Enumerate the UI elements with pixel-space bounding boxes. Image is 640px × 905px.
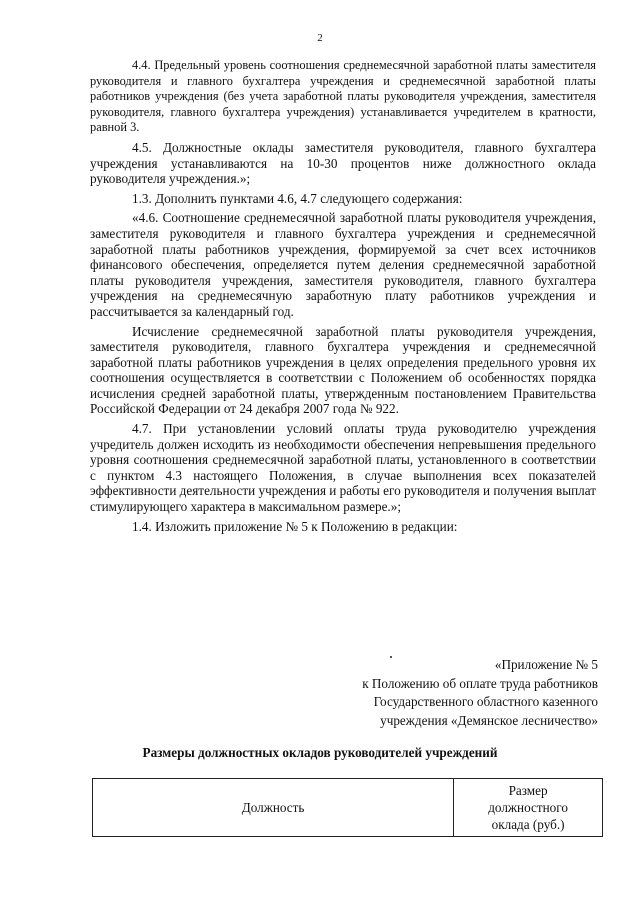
header-salary-line-3: оклада (руб.)	[491, 817, 565, 832]
header-salary-line-2: должностного	[488, 800, 568, 815]
page-number: 2	[317, 32, 323, 44]
table-title: Размеры должностных окладов руководителей учреждений	[142, 745, 498, 760]
paragraph-4-5: 4.5. Должностные оклады заместителя руководителя, главного бухгалтера учреждения устанавливаются на 10-30 процентов ниже должностного оклада руководителя учреждения.»;	[90, 139, 596, 187]
appendix-line-3: Государственного областного казенного	[373, 694, 598, 709]
salary-table	[92, 778, 603, 837]
paragraph-1-3: 1.3. Дополнить пунктами 4.6, 4.7 следующего содержания:	[132, 190, 463, 206]
paragraph-4-4: 4.4. Предельный уровень соотношения среднемесячной заработной платы заместителя руководителя и главного бухгалтера учреждения и среднемесячной заработной платы работников учреждения (без учета заработной платы руководителя учреждения, заместителя руководителя, главного бухгалтера учреждения) устанавливается учредителем в кратности, равной 3.	[90, 58, 596, 135]
appendix-line-2: к Положению об оплате труда работников	[362, 675, 598, 691]
paragraph-4-7: 4.7. При установлении условий оплаты труда руководителю учреждения учредитель должен исходить из необходимости обеспечения непревышения предельного уровня соотношения среднемесячной заработной платы, установленного в соответствии с пунктом 4.3 настоящего Положения, в случае выполнения всех показателей эффективности деятельности учреждения и работы его руководителя и получения выплат стимулирующего характера в максимальном размере.»;	[90, 421, 596, 515]
document-body	[90, 58, 596, 538]
table-header-row	[93, 779, 603, 837]
paragraph-calculation: Исчисление среднемесячной заработной платы руководителя учреждения, заместителя руководителя, главного бухгалтера учреждения и среднемесячной заработной платы работников учреждения в целях определения предельного уровня их соотношения осуществляется в соответствии с Положением об особенностях порядка исчисления средней заработной платы, утвержденным постановлением Правительства Российской Федерации от 24 декабря 2007 года № 922.	[90, 323, 596, 417]
appendix-heading	[362, 656, 598, 730]
paragraph-4-6: «4.6. Соотношение среднемесячной заработной платы руководителя учреждения, заместителя руководителя и главного бухгалтера учреждения и среднемесячной заработной платы работников учреждения, формируемой за счет всех источников финансового обеспечения, определяется путем деления среднемесячной заработной платы руководителя учреждения, заместителя руководителя, главного бухгалтера учреждения на среднемесячную заработную плату работников учреждения и рассчитывается за календарный год.	[90, 210, 596, 319]
appendix-line-4: учреждения «Демянское лесничество»	[380, 712, 598, 728]
header-position: Должность	[93, 779, 454, 837]
paragraph-1-4: 1.4. Изложить приложение № 5 к Положению в редакции:	[132, 518, 458, 534]
appendix-line-1: «Приложение № 5	[494, 657, 598, 672]
header-salary-line-1: Размер	[508, 783, 548, 798]
header-salary	[454, 779, 603, 837]
